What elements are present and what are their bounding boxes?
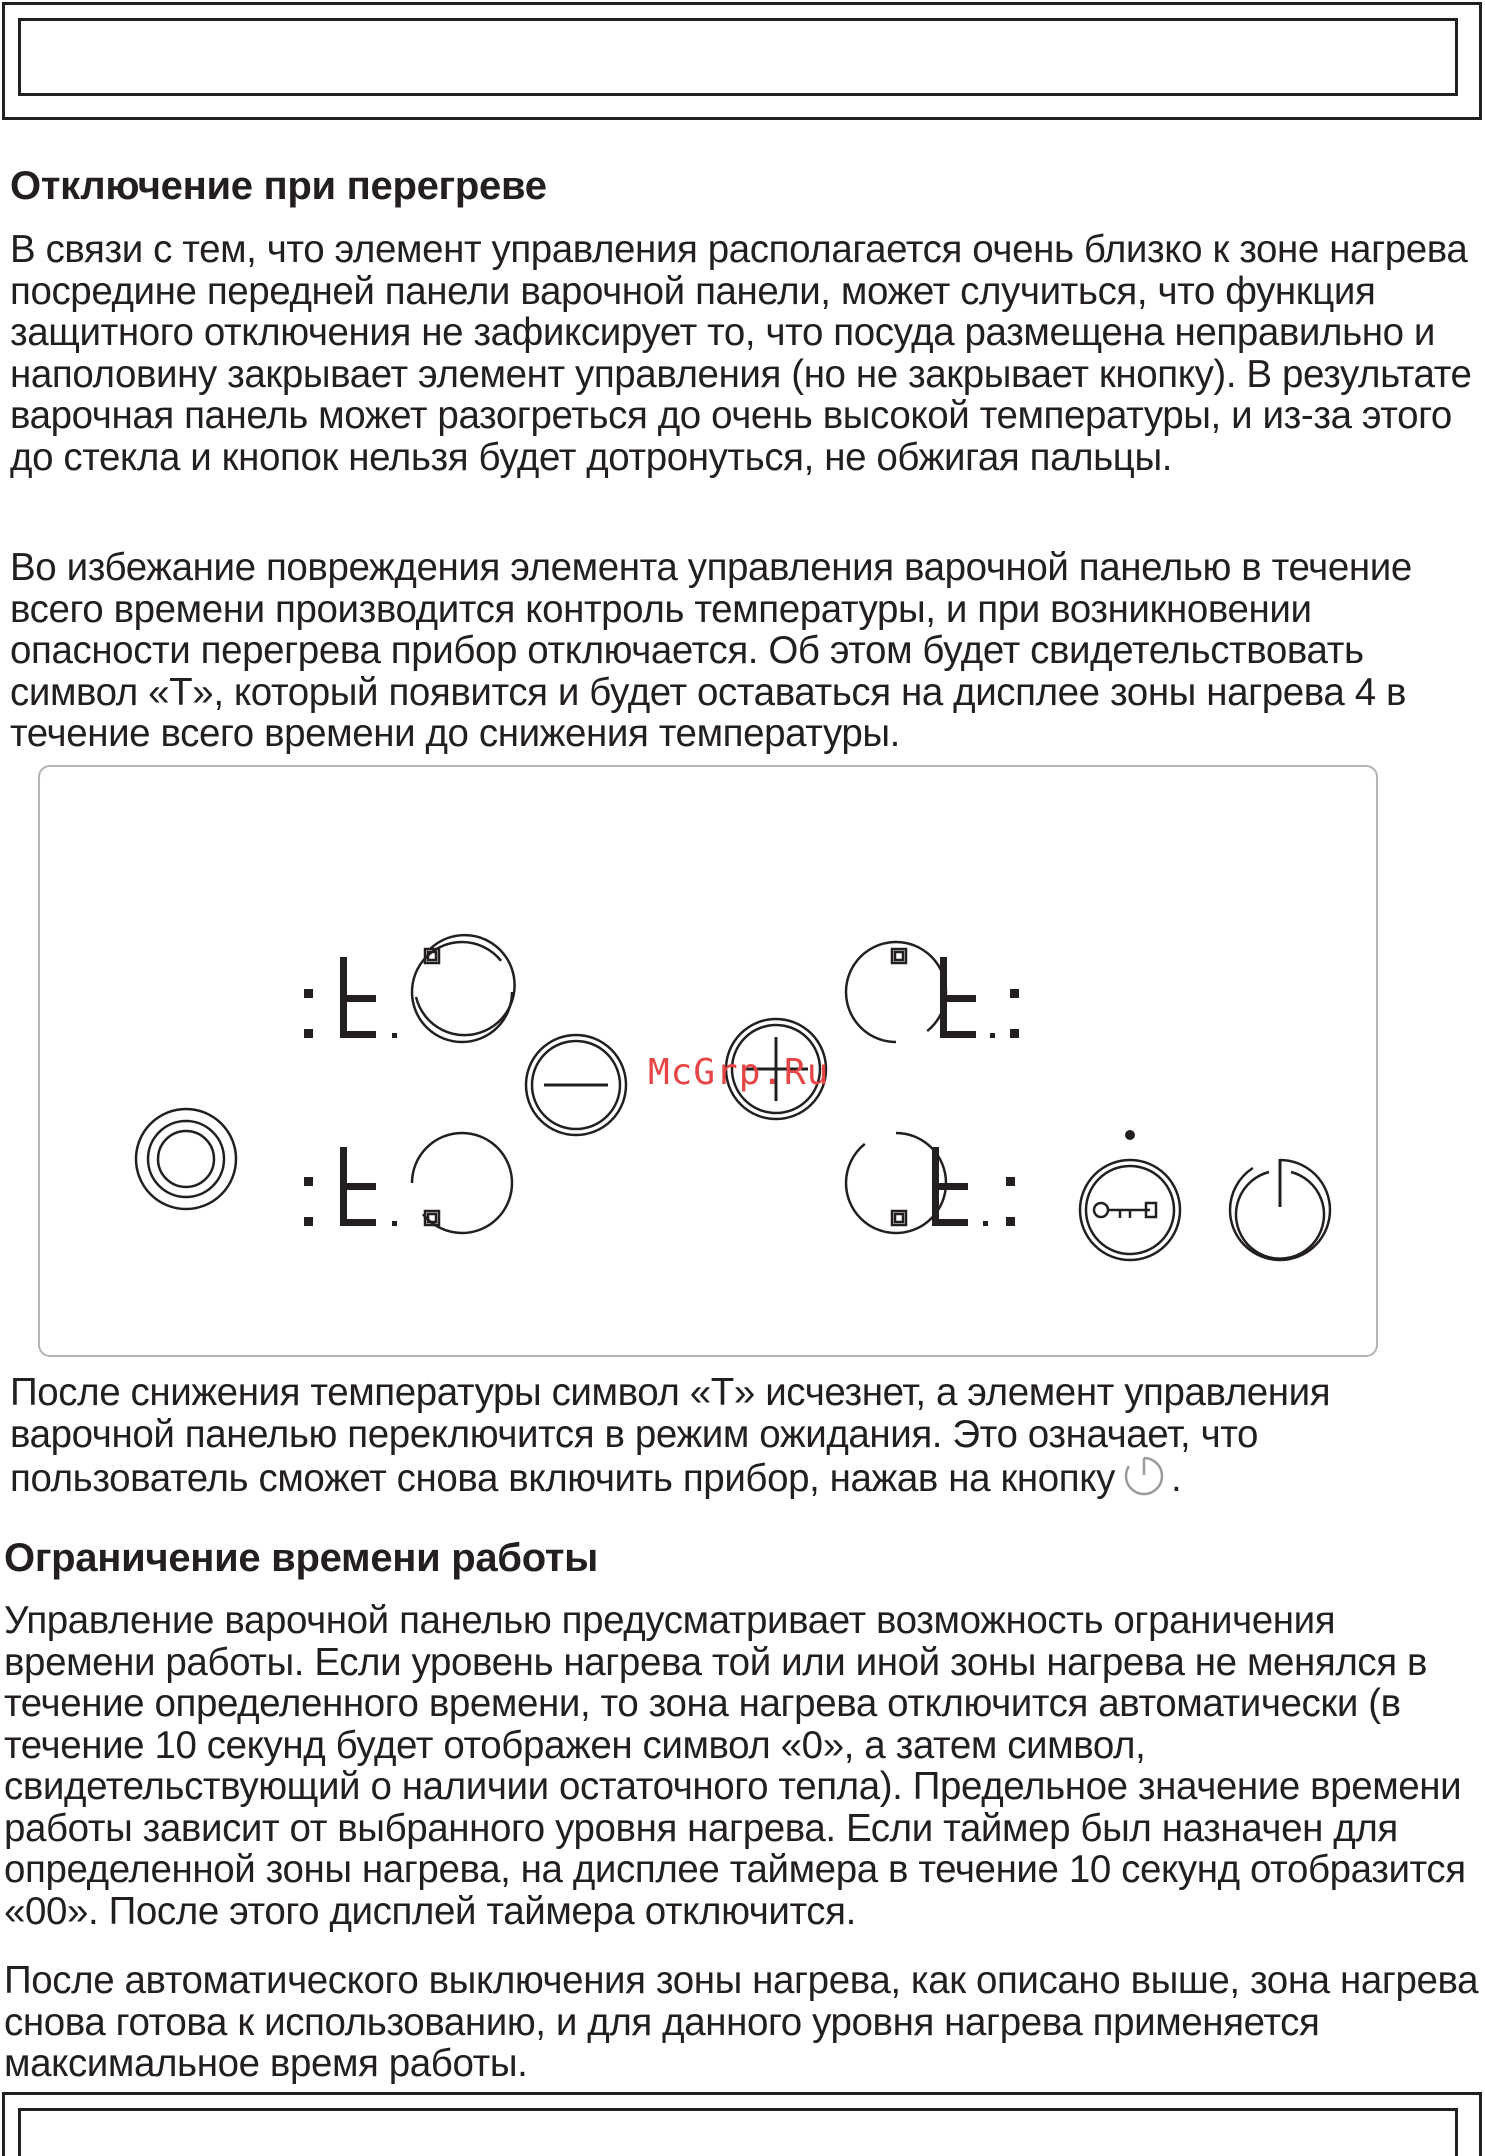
selector-ring-icon [136, 1109, 236, 1209]
power-icon [1230, 1159, 1330, 1260]
header-frame-inner [18, 18, 1458, 96]
section-heading-overheat: Отключение при перегреве [10, 164, 547, 208]
paragraph-overheat-3-text: После снижения температуры символ «T» исчезнет, а элемент управления варочной панелью переключится в режим ожидания. Это означает, что пользователь сможет снова включить прибор, нажав на кнопку [10, 1371, 1331, 1500]
section-heading-time-limit: Ограничение времени работы [4, 1536, 598, 1580]
watermark-text: McGrp.Ru [648, 1052, 830, 1093]
paragraph-overheat-3 [10, 1372, 1476, 1506]
paragraph-overheat-2: Во избежание повреждения элемента управления варочной панелью в течение всего времени производится контроль температуры, и при возникновении опасности перегрева прибор отключается. Об этом будет свидетельствовать символ «T», который появится и будет оставаться на дисплее зоны нагрева 4 в течение всего времени до снижения температуры. [10, 546, 1412, 755]
paragraph-overheat-3-end: . [1170, 1457, 1182, 1500]
paragraph-time-limit-1: Управление варочной панелью предусматривает возможность ограничения времени работы. Если уровень нагрева той или иной зоны нагрева не менялся в течение определенного времени, то зона нагрева отключится автоматически (в течение 10 секунд будет отображен символ «0», а затем символ, свидетельствующий о наличии остаточного тепла). Предельное значение времени работы зависит от выбранного уровня нагрева. Если таймер был назначен для определенной зоны нагрева, на дисплее таймера в течение 10 секунд отобразится «00». После этого дисплей таймера отключится. [4, 1599, 1466, 1933]
key-lock-icon [1080, 1160, 1180, 1260]
paragraph-overheat-1: В связи с тем, что элемент управления располагается очень близко к зоне нагрева посредине передней панели варочной панели, может случиться, что функция защитного отключения не зафиксирует то, что посуда размещена неправильно и наполовину закрывает элемент управления (но не закрывает кнопку). В результате варочная панель может разогреться до очень высокой температуры, и из-за этого до стекла и кнопок нельзя будет дотронуться, не обжигая пальцы. [10, 228, 1472, 479]
footer-frame-inner [18, 2108, 1458, 2156]
minus-icon [526, 1035, 626, 1135]
power-icon [1123, 1455, 1165, 1506]
zone-ring-icon [331, 911, 514, 1035]
paragraph-time-limit-2: После автоматического выключения зоны нагрева, как описано выше, зона нагрева снова готова к использованию, и для данного уровня нагрева применяется максимальное время работы. [4, 1959, 1479, 2085]
